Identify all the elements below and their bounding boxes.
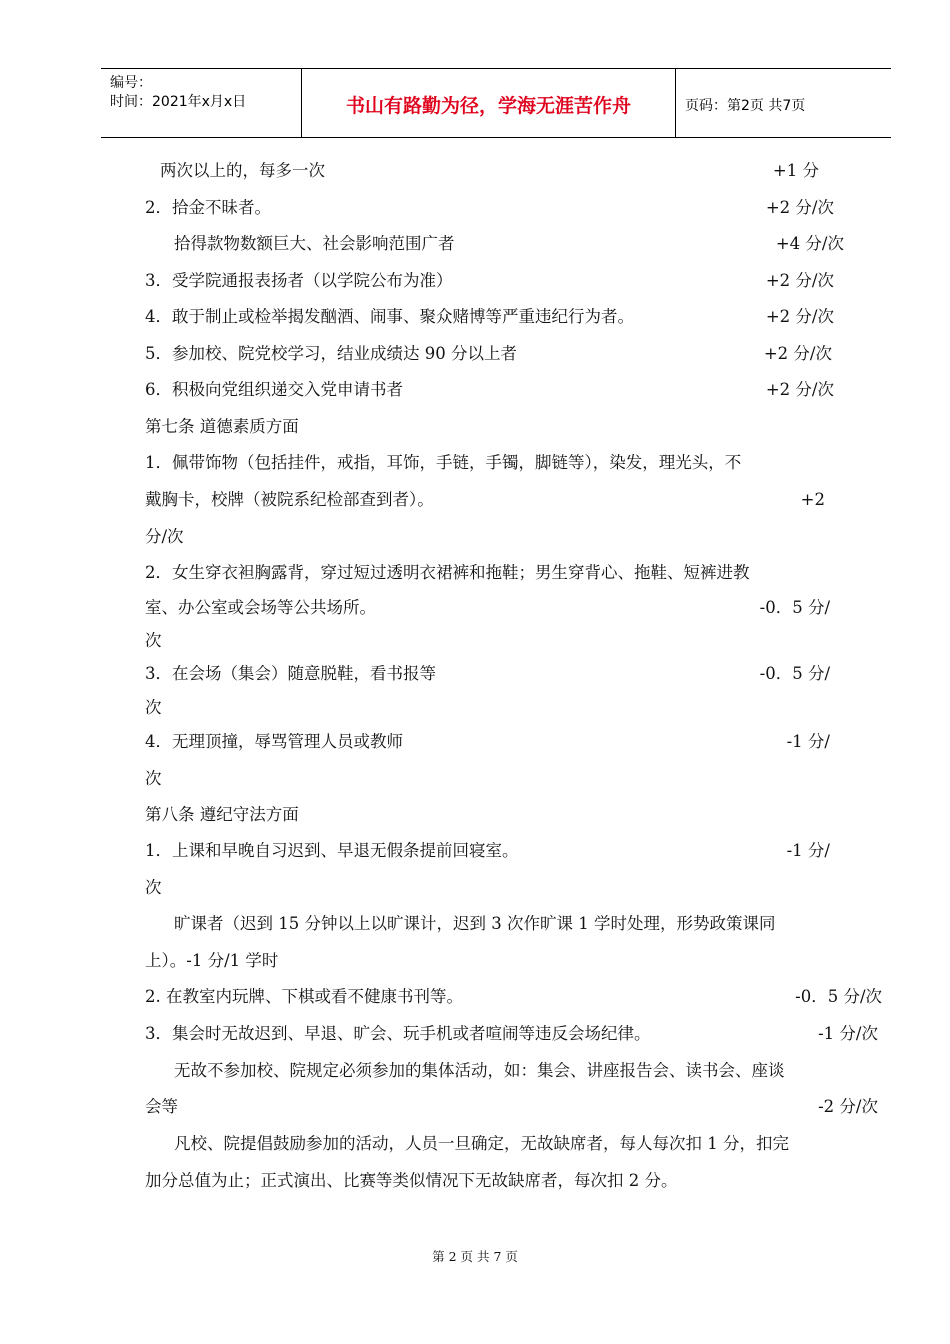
text-line: 上）。-1 分/1 学时 — [145, 951, 279, 970]
score-value: +2 分/次 — [765, 380, 834, 399]
header-page-info: 页码：第2页 共7页 — [685, 98, 806, 114]
text-line: 5．参加校、院党校学习，结业成绩达 90 分以上者 — [145, 344, 517, 363]
score-value: -1 分/次 — [818, 1024, 878, 1043]
text-line: 无故不参加校、院规定必须参加的集体活动，如：集会、讲座报告会、读书会、座谈 — [174, 1061, 785, 1080]
score-value: -1 分/ — [786, 841, 830, 860]
text-line: 两次以上的，每多一次 — [160, 161, 325, 180]
header-time-label: 时间：2021年x月x日 — [110, 94, 247, 110]
text-line: 1．佩带饰物（包括挂件，戒指，耳饰，手链，手镯，脚链等），染发，理光头，不 — [145, 453, 742, 472]
section-heading: 第八条 遵纪守法方面 — [145, 805, 299, 824]
header-motto: 书山有路勤为径，学海无涯苦作舟 — [345, 95, 631, 117]
text-line: 戴胸卡，校牌（被院系纪检部查到者）。 — [145, 490, 434, 509]
text-line: 3．受学院通报表扬者（以学院公布为准） — [145, 271, 453, 290]
header-number-label: 编号： — [110, 75, 152, 91]
text-line: 1．上课和早晚自习迟到、早退无假条提前回寝室。 — [145, 841, 519, 860]
score-value: -0．5 分/次 — [795, 987, 882, 1006]
text-line: 加分总值为止；正式演出、比赛等类似情况下无故缺席者，每次扣 2 分。 — [145, 1171, 678, 1190]
text-line: 2．拾金不昧者。 — [145, 198, 271, 217]
score-value: +2 分/次 — [763, 344, 832, 363]
text-line: 次 — [145, 769, 162, 788]
score-value: +2 分/次 — [765, 198, 834, 217]
text-line: 2. 在教室内玩牌、下棋或看不健康书刊等。 — [145, 987, 463, 1006]
score-value: -2 分/次 — [818, 1097, 878, 1116]
text-line: 旷课者（迟到 15 分钟以上以旷课计，迟到 3 次作旷课 1 学时处理，形势政策课同 — [174, 914, 776, 933]
text-line: 室、办公室或会场等公共场所。 — [145, 598, 376, 617]
text-line: 次 — [145, 698, 162, 717]
text-line: 4．无理顶撞，辱骂管理人员或教师 — [145, 732, 403, 751]
score-value: +2 分/次 — [765, 271, 834, 290]
section-heading: 第七条 道德素质方面 — [145, 417, 299, 436]
text-line: 分/次 — [145, 527, 184, 546]
text-line: 次 — [145, 878, 162, 897]
text-line: 6．积极向党组织递交入党申请书者 — [145, 380, 403, 399]
text-line: 3．集会时无故迟到、早退、旷会、玩手机或者喧闹等违反会场纪律。 — [145, 1024, 651, 1043]
text-line: 3．在会场（集会）随意脱鞋，看书报等 — [145, 664, 436, 683]
score-value: -0．5 分/ — [759, 598, 830, 617]
score-value: +2 — [800, 490, 825, 509]
header-divider — [675, 69, 676, 137]
text-line: 2．女生穿衣袒胸露背，穿过短过透明衣裙裤和拖鞋；男生穿背心、拖鞋、短裤进教 — [145, 563, 750, 582]
score-value: -0．5 分/ — [759, 664, 830, 683]
score-value: +1 分 — [772, 161, 819, 180]
score-value: +2 分/次 — [765, 307, 834, 326]
score-value: -1 分/ — [786, 732, 830, 751]
text-line: 会等 — [145, 1097, 178, 1116]
score-value: +4 分/次 — [775, 234, 844, 253]
text-line: 次 — [145, 631, 162, 650]
text-line: 凡校、院提倡鼓励参加的活动，人员一旦确定，无故缺席者，每人每次扣 1 分，扣完 — [174, 1134, 789, 1153]
page-footer: 第 2 页 共 7 页 — [432, 1249, 518, 1264]
text-line: 4．敢于制止或检举揭发酗酒、闹事、聚众赌博等严重违纪行为者。 — [145, 307, 634, 326]
text-line: 拾得款物数额巨大、社会影响范围广者 — [174, 234, 455, 253]
